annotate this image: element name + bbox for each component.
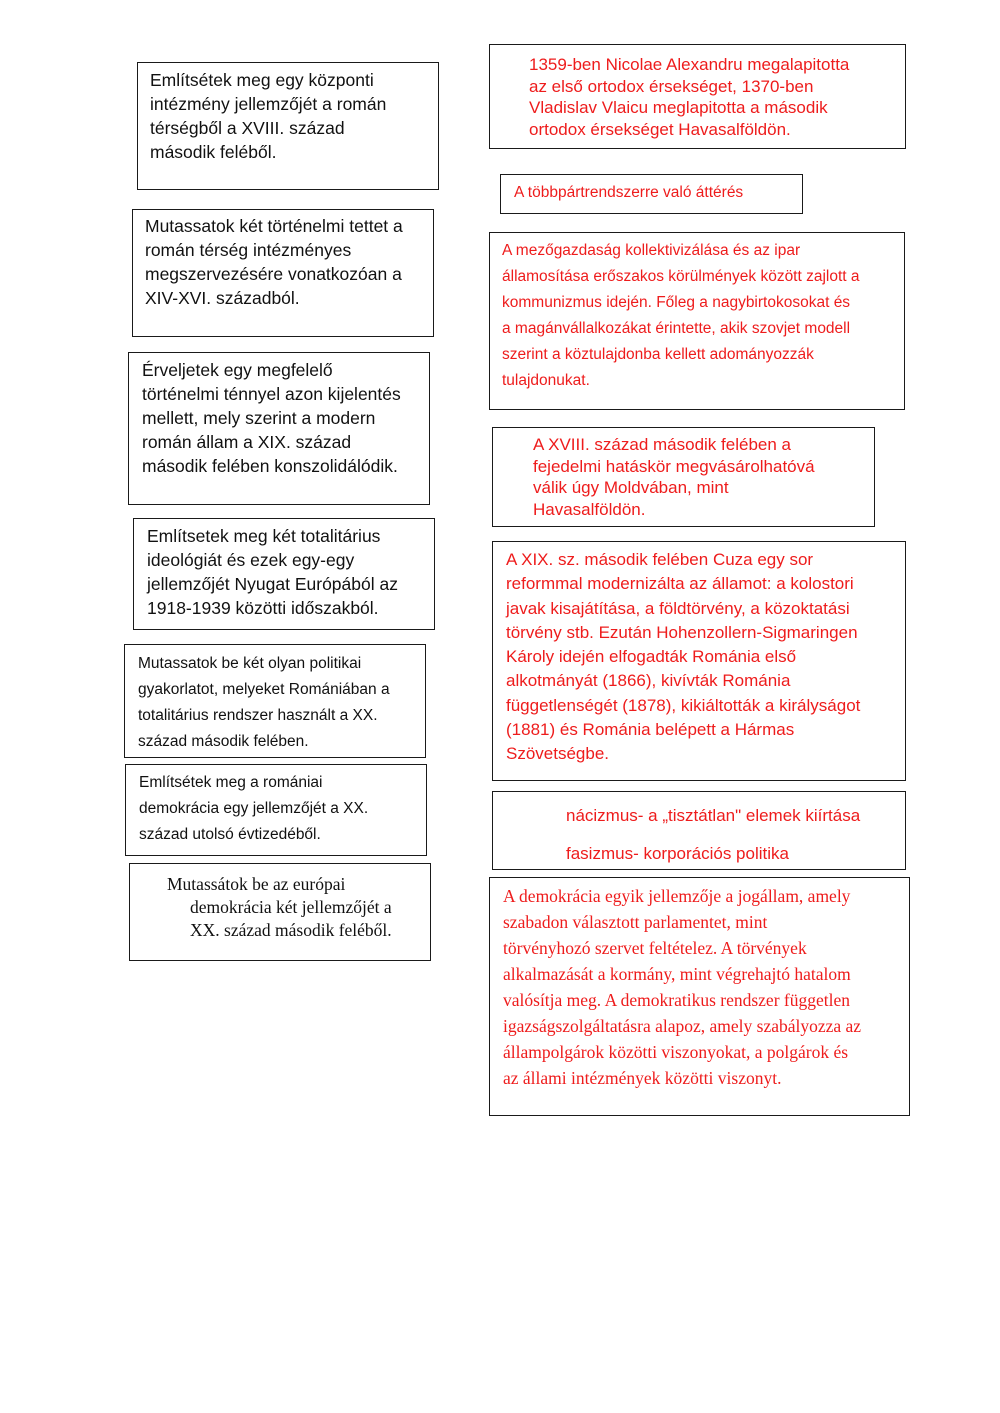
answer-card-text-line: szerint a köztulajdonba kellett adományozzák: [502, 346, 814, 363]
answer-card-4[interactable]: [492, 427, 875, 527]
answer-card-text-line: államosítása erőszakos körülmények között zajlott a: [502, 268, 860, 285]
question-card-text-line: gyakorlatot, melyeket Romániában a: [138, 681, 390, 698]
question-card-text-line: demokrácia két jellemzőjét a: [190, 897, 392, 917]
answer-card-text-line: A XIX. sz. második felében Cuza egy sor: [506, 550, 814, 569]
answer-card-text-line: válik úgy Moldvában, mint: [533, 478, 729, 497]
question-card-text-line: Mutassatok be két olyan politikai: [138, 655, 362, 672]
answer-card-text-line: Szövetségbe.: [506, 744, 610, 764]
question-card-text-line: mellett, mely szerint a modern: [142, 408, 376, 428]
question-card-text-line: század második felében.: [138, 733, 309, 750]
question-card-text-line: 1918-1939 közötti időszakból.: [147, 598, 379, 618]
answer-card-text-line: A többpártrendszerre való áttérés: [514, 184, 744, 201]
answer-card-text-line: 1359-ben Nicolae Alexandru megalapitotta: [529, 55, 850, 74]
question-card-1[interactable]: [137, 62, 439, 190]
question-card-text-line: Említsetek meg két totalitárius: [147, 526, 381, 546]
answer-card-text-line: javak kisajátítása, a földtörvény, a közoktatási: [506, 598, 850, 618]
question-card-2[interactable]: [132, 209, 434, 337]
answer-card-text-line: Vladislav Vlaicu meglapitotta a második: [529, 98, 828, 117]
answer-card-text-line: igazságszolgáltatásra alapoz, amely szabályozza az: [503, 1016, 862, 1036]
answer-card-text-line: reformmal modernizálta az államot: a kolostori: [506, 574, 854, 594]
question-card-text-line: Érveljetek egy megfelelő: [142, 360, 333, 380]
answer-card-text-line: szabadon választott parlamentet, mint: [503, 912, 768, 932]
question-card-text-line: második felében konszolidálódik.: [142, 456, 398, 476]
question-card-4[interactable]: [133, 518, 435, 630]
question-card-text-line: megszervezésére vonatkozóan a: [145, 264, 402, 284]
answer-card-7[interactable]: [489, 877, 910, 1116]
question-card-6[interactable]: [125, 764, 427, 856]
answer-card-text-line: függetlenségét (1878), kikiáltották a királyságot: [506, 695, 861, 715]
answer-card-text-line: az első ortodox érsekséget, 1370-ben: [529, 76, 814, 96]
answer-card-text-line: alkalmazását a kormány, mint végrehajtó hatalom: [503, 964, 851, 984]
question-card-text-line: totalitárius rendszer használt a XX.: [138, 707, 378, 724]
answer-card-text-line: A demokrácia egyik jellemzője a jogállam, amely: [503, 886, 851, 906]
answer-card-text-line: törvényhozó szervet feltételez. A törvények: [503, 938, 807, 958]
question-card-text-line: román térség intézményes: [145, 240, 352, 260]
question-card-text-line: Említsétek meg egy központi: [150, 70, 374, 90]
answer-card-text-line: fasizmus- korporációs politika: [566, 844, 789, 863]
question-card-text-line: XX. század második feléből.: [190, 920, 392, 940]
answer-card-text-line: A mezőgazdaság kollektivizálása és az ipar: [502, 242, 801, 259]
answer-card-6[interactable]: [492, 791, 906, 870]
answer-card-3[interactable]: [489, 232, 905, 410]
question-card-text-line: intézmény jellemzőjét a román: [150, 94, 387, 114]
answer-card-5[interactable]: [492, 541, 906, 781]
question-card-text-line: román állam a XIX. század: [142, 432, 352, 452]
answer-card-text-line: Havasalföldön.: [533, 499, 646, 519]
question-card-text-line: ideológiát és ezek egy-egy: [147, 550, 355, 570]
answer-card-text-line: Károly idején elfogadták Románia első: [506, 647, 797, 667]
answer-card-text-line: törvény stb. Ezután Hohenzollern-Sigmaringen: [506, 622, 858, 642]
answer-card-text-line: valósítja meg. A demokratikus rendszer független: [503, 990, 850, 1010]
question-card-3[interactable]: [128, 352, 430, 505]
question-card-7[interactable]: [129, 863, 431, 961]
question-card-text-line: Említsétek meg a romániai: [139, 774, 323, 791]
answer-card-text-line: (1881) és Románia belépett a Hármas: [506, 720, 795, 740]
answer-card-text-line: tulajdonukat.: [502, 372, 590, 389]
answer-card-2[interactable]: [500, 174, 803, 214]
question-card-text-line: térségből a XVIII. század: [150, 118, 345, 138]
question-card-text-line: második feléből.: [150, 142, 277, 162]
answer-card-text-line: alkotmányát (1866), kivívták Románia: [506, 671, 791, 691]
question-card-text-line: történelmi ténnyel azon kijelentés: [142, 384, 401, 404]
question-card-5[interactable]: [124, 644, 426, 758]
answer-card-text-line: az állami intézmények közötti viszonyt.: [503, 1068, 782, 1088]
question-card-text-line: XIV-XVI. századból.: [145, 288, 300, 308]
answer-card-text-line: nácizmus- a „tisztátlan" elemek kiírtása: [566, 806, 861, 825]
answer-card-text-line: ortodox érsekséget Havasalföldön.: [529, 119, 791, 139]
answer-card-1[interactable]: [489, 44, 906, 149]
question-card-text-line: Mutassatok két történelmi tettet a: [145, 216, 403, 236]
question-card-text-line: század utolsó évtizedéből.: [139, 826, 321, 843]
answer-card-text-line: A XVIII. század második felében a: [533, 435, 791, 454]
answer-card-text-line: kommunizmus idején. Főleg a nagybirtokosokat és: [502, 294, 851, 311]
question-card-text-line: jellemzőjét Nyugat Európából az: [147, 574, 398, 594]
question-card-text-line: demokrácia egy jellemzőjét a XX.: [139, 800, 369, 817]
answer-card-text-line: állampolgárok közötti viszonyokat, a polgárok és: [503, 1042, 849, 1062]
answer-card-text-line: a magánvállalkozákat érintette, akik szovjet modell: [502, 320, 851, 337]
answer-card-text-line: fejedelmi hatáskör megvásárolhatóvá: [533, 456, 815, 476]
question-card-text-line: Mutassátok be az európai: [167, 874, 346, 894]
